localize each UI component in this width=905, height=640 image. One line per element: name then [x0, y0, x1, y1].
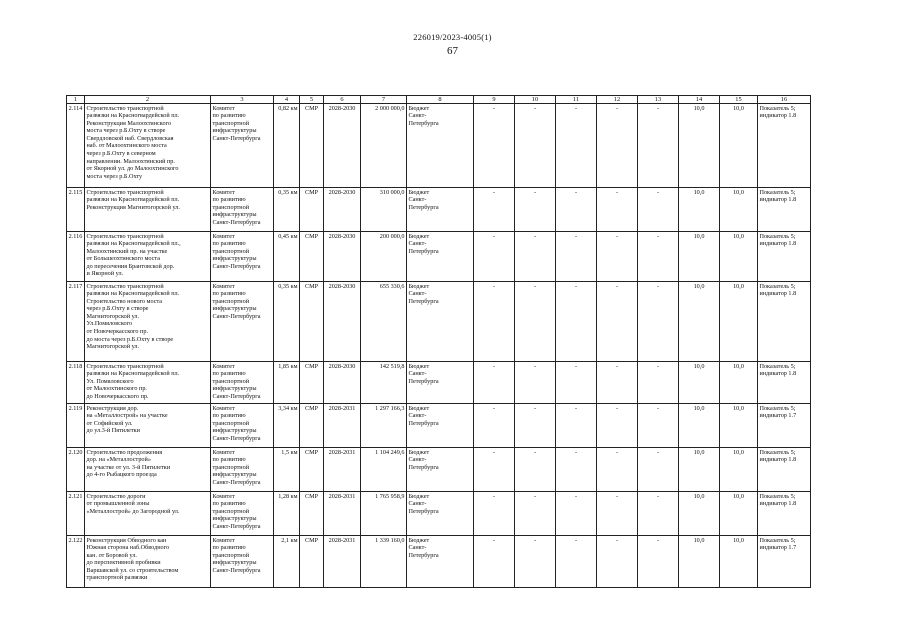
value-col-15-cell: 10,0 [720, 536, 758, 588]
column-header: 10 [515, 96, 556, 104]
column-header: 4 [274, 96, 300, 104]
object-name-cell: Реконструкция дор. на «Металлострой» на участке от Софийской ул. до ул.3-й Пятилетки [85, 404, 211, 448]
value-col-15-cell: 10,0 [720, 492, 758, 536]
amount-cell: 1 297 166,3 [361, 404, 407, 448]
period-cell: 2028-2030 [324, 188, 361, 232]
amount-cell: 1 765 958,9 [361, 492, 407, 536]
value-col-13-cell: - [638, 362, 679, 404]
period-cell: 2028-2030 [324, 282, 361, 362]
period-cell: 2028-2031 [324, 492, 361, 536]
period-cell: 2028-2030 [324, 104, 361, 188]
column-header: 9 [474, 96, 515, 104]
work-type-cell: СМР [300, 362, 324, 404]
indicator-cell: Показатель 5; индикатор 1.8 [758, 448, 811, 492]
value-col-9-cell: - [474, 104, 515, 188]
value-col-9-cell: - [474, 362, 515, 404]
program-table [66, 95, 811, 588]
value-col-15-cell: 10,0 [720, 448, 758, 492]
funding-source-cell: Бюджет Санкт- Петербурга [407, 492, 474, 536]
length-cell: 0,35 км [274, 282, 300, 362]
executor-cell: Комитет по развитию транспортной инфраструктуры Санкт-Петербурга [211, 536, 274, 588]
value-col-13-cell: - [638, 282, 679, 362]
length-cell: 0,35 км [274, 188, 300, 232]
value-col-12-cell: - [597, 362, 638, 404]
value-col-12-cell: - [597, 232, 638, 282]
value-col-10-cell: - [515, 492, 556, 536]
value-col-13-cell: - [638, 448, 679, 492]
column-number-row [67, 96, 811, 104]
row-number-cell: 2.119 [67, 404, 85, 448]
work-type-cell: СМР [300, 404, 324, 448]
funding-source-cell: Бюджет Санкт- Петербурга [407, 448, 474, 492]
value-col-11-cell: - [556, 282, 597, 362]
value-col-13-cell: - [638, 104, 679, 188]
column-header: 8 [407, 96, 474, 104]
indicator-cell: Показатель 5; индикатор 1.7 [758, 404, 811, 448]
value-col-15-cell: 10,0 [720, 104, 758, 188]
value-col-11-cell: - [556, 404, 597, 448]
value-col-13-cell: - [638, 232, 679, 282]
table-row [67, 188, 811, 232]
row-number-cell: 2.122 [67, 536, 85, 588]
value-col-14-cell: 10,0 [679, 104, 720, 188]
value-col-10-cell: - [515, 448, 556, 492]
length-cell: 1,5 км [274, 448, 300, 492]
indicator-cell: Показатель 5; индикатор 1.8 [758, 362, 811, 404]
row-number-cell: 2.120 [67, 448, 85, 492]
amount-cell: 142 519,8 [361, 362, 407, 404]
period-cell: 2028-2031 [324, 448, 361, 492]
length-cell: 1,28 км [274, 492, 300, 536]
work-type-cell: СМР [300, 492, 324, 536]
document-id: 226019/2023-4005(1) [413, 32, 492, 42]
value-col-9-cell: - [474, 536, 515, 588]
indicator-cell: Показатель 5; индикатор 1.8 [758, 232, 811, 282]
value-col-11-cell: - [556, 492, 597, 536]
funding-source-cell: Бюджет Санкт- Петербурга [407, 404, 474, 448]
length-cell: 0,82 км [274, 104, 300, 188]
value-col-9-cell: - [474, 232, 515, 282]
period-cell: 2028-2030 [324, 232, 361, 282]
executor-cell: Комитет по развитию транспортной инфраструктуры Санкт-Петербурга [211, 404, 274, 448]
object-name-cell: Строительство транспортной развязки на Красногвардейской пл., Малоохтинский пр. на участке от Большеохтинского моста до пересечения Брантовской дор. и Якорной ул. [85, 232, 211, 282]
column-header: 1 [67, 96, 85, 104]
row-number-cell: 2.121 [67, 492, 85, 536]
executor-cell: Комитет по развитию транспортной инфраструктуры Санкт-Петербурга [211, 104, 274, 188]
amount-cell: 2 000 000,0 [361, 104, 407, 188]
value-col-10-cell: - [515, 232, 556, 282]
row-number-cell: 2.115 [67, 188, 85, 232]
object-name-cell: Строительство транспортной развязки на Красногвардейской пл. Строительство нового моста через р.Б.Охту в створе Магнитогорской ул. Ул.Помяловского от Новочеркасского пр. до моста через р.Б.Охту в створе Магнитогорской ул. [85, 282, 211, 362]
executor-cell: Комитет по развитию транспортной инфраструктуры Санкт-Петербурга [211, 448, 274, 492]
work-type-cell: СМР [300, 536, 324, 588]
value-col-13-cell: - [638, 404, 679, 448]
value-col-11-cell: - [556, 536, 597, 588]
value-col-13-cell: - [638, 188, 679, 232]
table-row [67, 448, 811, 492]
executor-cell: Комитет по развитию транспортной инфраструктуры Санкт-Петербурга [211, 492, 274, 536]
table-row [67, 232, 811, 282]
column-header: 3 [211, 96, 274, 104]
table-body [67, 104, 811, 588]
value-col-15-cell: 10,0 [720, 404, 758, 448]
value-col-15-cell: 10,0 [720, 362, 758, 404]
column-header: 14 [679, 96, 720, 104]
value-col-12-cell: - [597, 104, 638, 188]
column-header: 5 [300, 96, 324, 104]
table-row [67, 404, 811, 448]
indicator-cell: Показатель 5; индикатор 1.7 [758, 536, 811, 588]
object-name-cell: Строительство продолжения дор. на «Металлострой» на участке от ул. 3-й Пятилетки до 4-го Рыбацкого проезда [85, 448, 211, 492]
value-col-12-cell: - [597, 188, 638, 232]
value-col-9-cell: - [474, 492, 515, 536]
work-type-cell: СМР [300, 448, 324, 492]
work-type-cell: СМР [300, 232, 324, 282]
value-col-15-cell: 10,0 [720, 188, 758, 232]
column-header: 16 [758, 96, 811, 104]
amount-cell: 1 104 249,6 [361, 448, 407, 492]
value-col-12-cell: - [597, 448, 638, 492]
executor-cell: Комитет по развитию транспортной инфраструктуры Санкт-Петербурга [211, 188, 274, 232]
period-cell: 2028-2031 [324, 536, 361, 588]
object-name-cell: Строительство транспортной развязки на Красногвардейской пл. Реконструкция Малоохтинского моста через р.Б.Охту в створе Свердловской наб. Свердловская наб. от Малоохтинского моста через р.Б.Охту в северном направлении. Малоохтинский пр. от Якорной ул. до Малоохтинского моста через р.Б.Охту [85, 104, 211, 188]
value-col-11-cell: - [556, 362, 597, 404]
value-col-9-cell: - [474, 282, 515, 362]
work-type-cell: СМР [300, 282, 324, 362]
value-col-9-cell: - [474, 404, 515, 448]
executor-cell: Комитет по развитию транспортной инфраструктуры Санкт-Петербурга [211, 362, 274, 404]
length-cell: 3,34 км [274, 404, 300, 448]
row-number-cell: 2.117 [67, 282, 85, 362]
table-row [67, 492, 811, 536]
column-header: 12 [597, 96, 638, 104]
row-number-cell: 2.118 [67, 362, 85, 404]
amount-cell: 655 330,6 [361, 282, 407, 362]
value-col-14-cell: 10,0 [679, 404, 720, 448]
period-cell: 2028-2031 [324, 404, 361, 448]
amount-cell: 1 339 160,0 [361, 536, 407, 588]
amount-cell: 310 000,0 [361, 188, 407, 232]
value-col-14-cell: 10,0 [679, 448, 720, 492]
value-col-14-cell: 10,0 [679, 536, 720, 588]
funding-source-cell: Бюджет Санкт- Петербурга [407, 536, 474, 588]
column-header: 15 [720, 96, 758, 104]
value-col-12-cell: - [597, 282, 638, 362]
length-cell: 1,85 км [274, 362, 300, 404]
value-col-10-cell: - [515, 104, 556, 188]
length-cell: 2,1 км [274, 536, 300, 588]
value-col-10-cell: - [515, 404, 556, 448]
executor-cell: Комитет по развитию транспортной инфраструктуры Санкт-Петербурга [211, 232, 274, 282]
value-col-13-cell: - [638, 536, 679, 588]
value-col-14-cell: 10,0 [679, 232, 720, 282]
value-col-15-cell: 10,0 [720, 232, 758, 282]
object-name-cell: Строительство транспортной развязки на Красногвардейской пл. Реконструкция Магнитогорской ул. [85, 188, 211, 232]
column-header: 7 [361, 96, 407, 104]
object-name-cell: Строительство дороги от промышленной зоны «Металлострой» до Загородной ул. [85, 492, 211, 536]
indicator-cell: Показатель 5; индикатор 1.8 [758, 104, 811, 188]
length-cell: 0,45 км [274, 232, 300, 282]
amount-cell: 200 000,0 [361, 232, 407, 282]
value-col-14-cell: 10,0 [679, 492, 720, 536]
column-header: 13 [638, 96, 679, 104]
column-header: 11 [556, 96, 597, 104]
value-col-13-cell: - [638, 492, 679, 536]
value-col-10-cell: - [515, 188, 556, 232]
value-col-14-cell: 10,0 [679, 282, 720, 362]
table-row [67, 536, 811, 588]
funding-source-cell: Бюджет Санкт- Петербурга [407, 282, 474, 362]
row-number-cell: 2.116 [67, 232, 85, 282]
indicator-cell: Показатель 5; индикатор 1.8 [758, 282, 811, 362]
value-col-11-cell: - [556, 232, 597, 282]
funding-source-cell: Бюджет Санкт- Петербурга [407, 104, 474, 188]
value-col-14-cell: 10,0 [679, 362, 720, 404]
funding-source-cell: Бюджет Санкт- Петербурга [407, 188, 474, 232]
funding-source-cell: Бюджет Санкт- Петербурга [407, 362, 474, 404]
value-col-12-cell: - [597, 536, 638, 588]
value-col-9-cell: - [474, 448, 515, 492]
indicator-cell: Показатель 5; индикатор 1.8 [758, 492, 811, 536]
row-number-cell: 2.114 [67, 104, 85, 188]
value-col-12-cell: - [597, 492, 638, 536]
value-col-12-cell: - [597, 404, 638, 448]
work-type-cell: СМР [300, 188, 324, 232]
value-col-9-cell: - [474, 188, 515, 232]
executor-cell: Комитет по развитию транспортной инфраструктуры Санкт-Петербурга [211, 282, 274, 362]
value-col-10-cell: - [515, 362, 556, 404]
column-header: 2 [85, 96, 211, 104]
value-col-15-cell: 10,0 [720, 282, 758, 362]
column-header: 6 [324, 96, 361, 104]
object-name-cell: Строительство транспортной развязки на Красногвардейской пл. Ул. Помяловского от Малоохтинского пр. до Новочеркасского пр. [85, 362, 211, 404]
value-col-11-cell: - [556, 188, 597, 232]
page-number: 67 [447, 45, 458, 57]
indicator-cell: Показатель 5; индикатор 1.8 [758, 188, 811, 232]
value-col-14-cell: 10,0 [679, 188, 720, 232]
value-col-10-cell: - [515, 536, 556, 588]
value-col-11-cell: - [556, 104, 597, 188]
value-col-10-cell: - [515, 282, 556, 362]
funding-source-cell: Бюджет Санкт- Петербурга [407, 232, 474, 282]
work-type-cell: СМР [300, 104, 324, 188]
value-col-11-cell: - [556, 448, 597, 492]
object-name-cell: Реконструкция Обводного кан Южная сторона наб.Обводного кан. от Боровой ул. до перспективной пробивки Варшавской ул. со строительством транспортной развязки [85, 536, 211, 588]
table-row [67, 104, 811, 188]
table-row [67, 362, 811, 404]
table-row [67, 282, 811, 362]
period-cell: 2028-2030 [324, 362, 361, 404]
